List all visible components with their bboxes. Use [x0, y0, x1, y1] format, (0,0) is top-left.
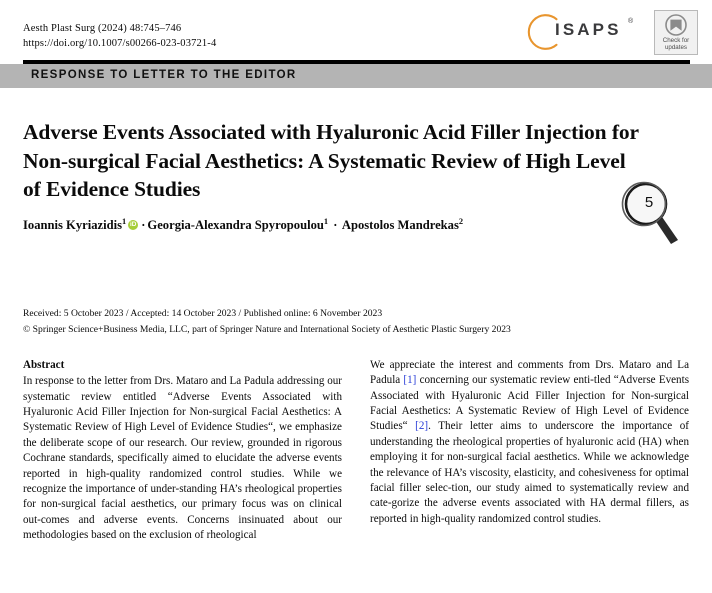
- doi-link[interactable]: https://doi.org/10.1007/s00266-023-03721-4: [23, 37, 217, 49]
- citation-bracket-close-2: ]: [424, 420, 429, 433]
- publication-dates: Received: 5 October 2023 / Accepted: 14 October 2023 / Published online: 6 November 2023: [23, 308, 383, 319]
- author-affiliation-1: 1: [122, 216, 127, 226]
- publisher-logo-block: [516, 6, 698, 58]
- magnifier-marker[interactable]: [608, 178, 692, 256]
- author-affiliation-2: 1: [323, 216, 329, 226]
- author-list: [23, 217, 643, 235]
- author-name-1[interactable]: Ioannis Kyriazidis: [23, 218, 123, 232]
- citation-link-1[interactable]: 1: [407, 374, 413, 387]
- publication-info: [23, 306, 683, 337]
- abstract-heading: Abstract: [23, 359, 65, 371]
- citation-bracket-close-1: ]: [412, 374, 417, 387]
- isaps-logo: [516, 6, 644, 58]
- author-separator-2: ·: [333, 218, 338, 232]
- copyright-line: © Springer Science+Business Media, LLC, part of Springer Nature and International Society of Aesthetic Plastic Surgery 2023: [23, 323, 511, 335]
- body-columns: [23, 358, 689, 543]
- citation-bracket-open-1: [: [403, 374, 408, 387]
- orcid-icon-label: iD: [130, 221, 137, 228]
- response-text-part1: We appreciate the interest and comments from Drs. Mataro and La Padula: [370, 359, 689, 387]
- response-paragraph: [370, 358, 689, 527]
- crossmark-label-line2: updates: [664, 43, 688, 51]
- section-type-label: RESPONSE TO LETTER TO THE EDITOR: [31, 69, 297, 81]
- crossmark-label-line1: Check for: [662, 36, 690, 44]
- citation-bracket-open-2: [: [415, 420, 419, 433]
- response-column: [370, 358, 689, 543]
- author-separator-1: ·: [141, 218, 146, 232]
- isaps-wordmark: ISAPS: [555, 20, 622, 39]
- journal-citation-line: Aesth Plast Surg (2024) 48:745–746: [23, 23, 182, 34]
- author-name-3[interactable]: Apostolos Mandrekas: [341, 218, 459, 232]
- crossmark-badge[interactable]: [654, 10, 698, 55]
- journal-masthead: [23, 22, 443, 52]
- response-text-part2: concerning our systematic review enti-tled “Adverse Events Associated with Hyaluronic Acid Filler Injection for Non-surgical Facial Aesthetics: A Systematic Review of High Level of Evidence Studies“: [370, 374, 690, 433]
- magnifier-marker-number: 5: [644, 194, 654, 211]
- crossmark-icon: [664, 13, 688, 37]
- author-name-2[interactable]: Georgia-Alexandra Spyropoulou: [147, 218, 324, 232]
- abstract-column: [23, 358, 342, 543]
- isaps-registered-mark: ®: [628, 18, 634, 25]
- response-text-part3: . Their letter aims to underscore the importance of understanding the rheological properties of hyaluronic acid (HA) when employing it for non-surgical facial aesthetics. While we acknowledge the relevance of HA’s viscosity, elasticity, and cohesiveness for optimal facial filler selec-tion, our study aimed to systematically review and cate-gorize the adverse events associated with HA dermal fillers, as reported in high-quality randomized control studies.: [370, 420, 690, 525]
- abstract-body-text: In response to the letter from Drs. Mataro and La Padula addressing our systematic review entitled “Adverse Events Associated with Hyaluronic Acid Filler Injection for Non-surgical Facial Aesthetics: A Systematic Review of High Level of Evidence Studies“, we emphasize the deliberate scope of our research. Our review, grounded in rigorous Cochrane standards, specifically aimed to elucidate the adverse events reported in high-quality randomized control studies. While we recognize the importance of under-standing HA’s rheological properties for non-surgical facial aesthetics, our primary focus was on clinical out-comes and adverse events. Concerns insinuated about our methodologies based on the exclusion of rheological: [23, 375, 342, 541]
- author-affiliation-3: 2: [458, 216, 464, 226]
- magnifying-glass-icon: [608, 178, 692, 256]
- citation-link-2[interactable]: 2: [418, 420, 425, 433]
- orcid-icon[interactable]: [128, 220, 138, 230]
- abstract-paragraph: [23, 358, 342, 543]
- page-title: Adverse Events Associated with Hyaluronic Acid Filler Injection for Non-surgical Facial Aesthetics: A Systematic Review of High Level of Evidence Studies: [23, 120, 639, 202]
